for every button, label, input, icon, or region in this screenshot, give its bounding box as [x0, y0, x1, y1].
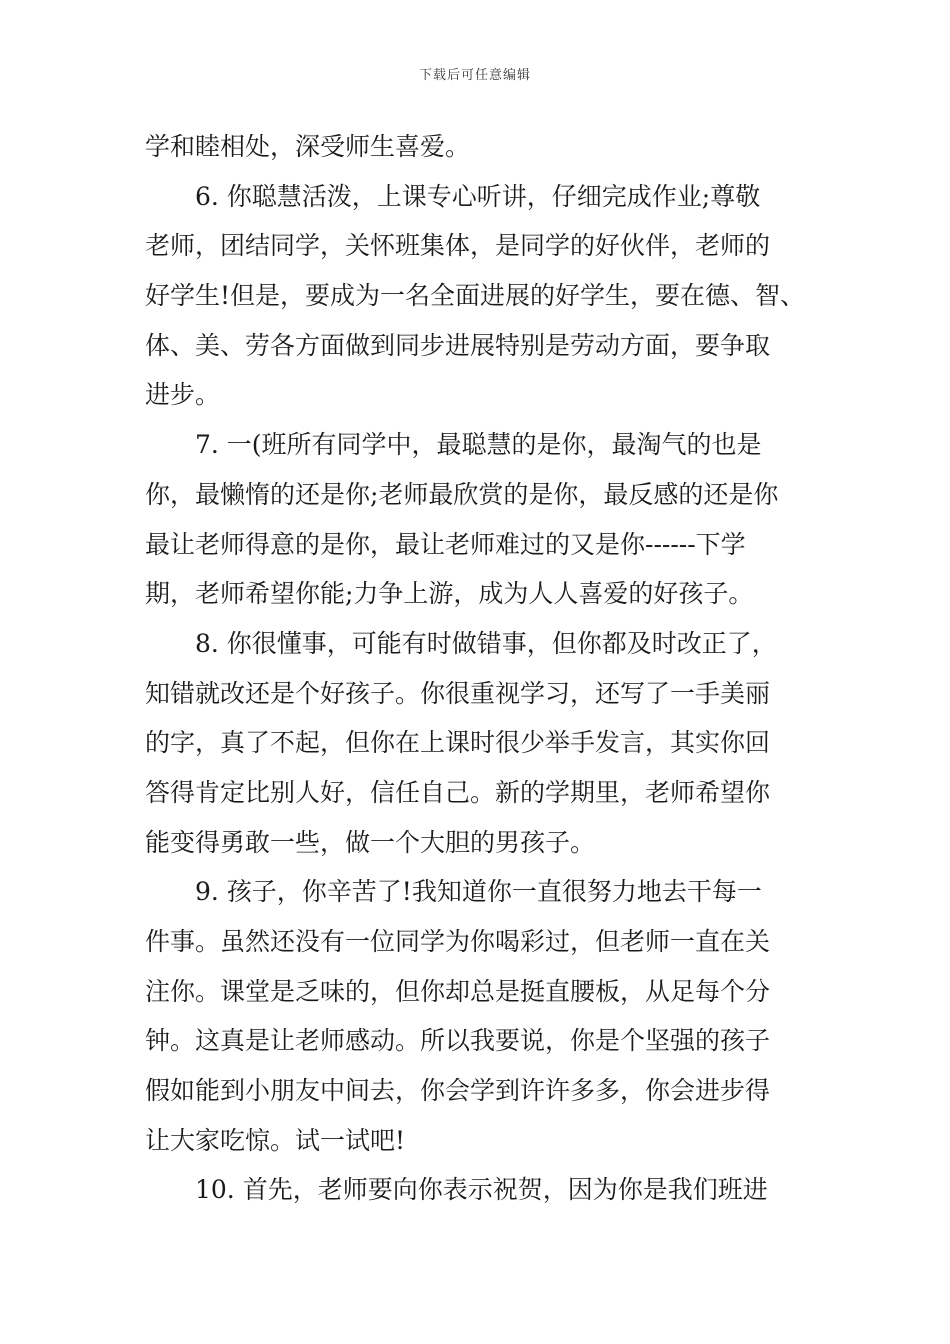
page-header: 下载后可任意编辑	[418, 68, 531, 83]
text-line: 答得肯定比别人好，信任自己。新的学期里，老师希望你	[145, 777, 771, 807]
text-line: 假如能到小朋友中间去，你会学到许许多多，你会进步得	[145, 1076, 771, 1106]
text-line: 钟。这真是让老师感动。所以我要说，你是个坚强的孩子	[145, 1026, 771, 1056]
text-line: 最让老师得意的是你，最让老师难过的又是你------下学	[145, 529, 746, 559]
text-line: 9. 孩子，你辛苦了!我知道你一直很努力地去干每一	[195, 877, 762, 907]
text-line: 学和睦相处，深受师生喜爱。	[145, 132, 471, 161]
text-line: 体、美、劳各方面做到同步进展特别是劳动方面，要争取	[145, 330, 771, 360]
text-line: 6. 你聪慧活泼，上课专心听讲，仔细完成作业;尊敬	[195, 181, 761, 211]
text-line: 进步。	[145, 380, 221, 410]
text-line: 件事。虽然还没有一位同学为你喝彩过，但老师一直在关	[145, 927, 771, 956]
text-line: 的字，真了不起，但你在上课时很少举手发言，其实你回	[145, 728, 771, 758]
text-line: 你，最懒惰的还是你;老师最欣赏的是你，最反感的还是你	[145, 479, 779, 509]
document-body	[145, 122, 845, 1215]
text-line: 老师，团结同学，关怀班集体，是同学的好伙伴，老师的	[145, 231, 771, 261]
text-line: 注你。课堂是乏味的，但你却总是挺直腰板，从足每个分	[145, 976, 771, 1006]
text-line: 知错就改还是个好孩子。你很重视学习，还写了一手美丽	[145, 678, 771, 708]
text-line: 8. 你很懂事，可能有时做错事，但你都及时改正了，	[195, 628, 777, 658]
text-line: 7. 一(班所有同学中，最聪慧的是你，最淘气的也是	[195, 430, 762, 460]
text-line: 让大家吃惊。试一试吧!	[145, 1125, 406, 1155]
text-line: 能变得勇敢一些，做一个大胆的男孩子。	[145, 827, 596, 857]
text-line: 好学生!但是，要成为一名全面进展的好学生，要在德、智、	[145, 281, 806, 311]
text-line: 期，老师希望你能;力争上游，成为人人喜爱的好孩子。	[145, 579, 754, 609]
text-line: 10. 首先，老师要向你表示祝贺，因为你是我们班进	[195, 1175, 768, 1205]
